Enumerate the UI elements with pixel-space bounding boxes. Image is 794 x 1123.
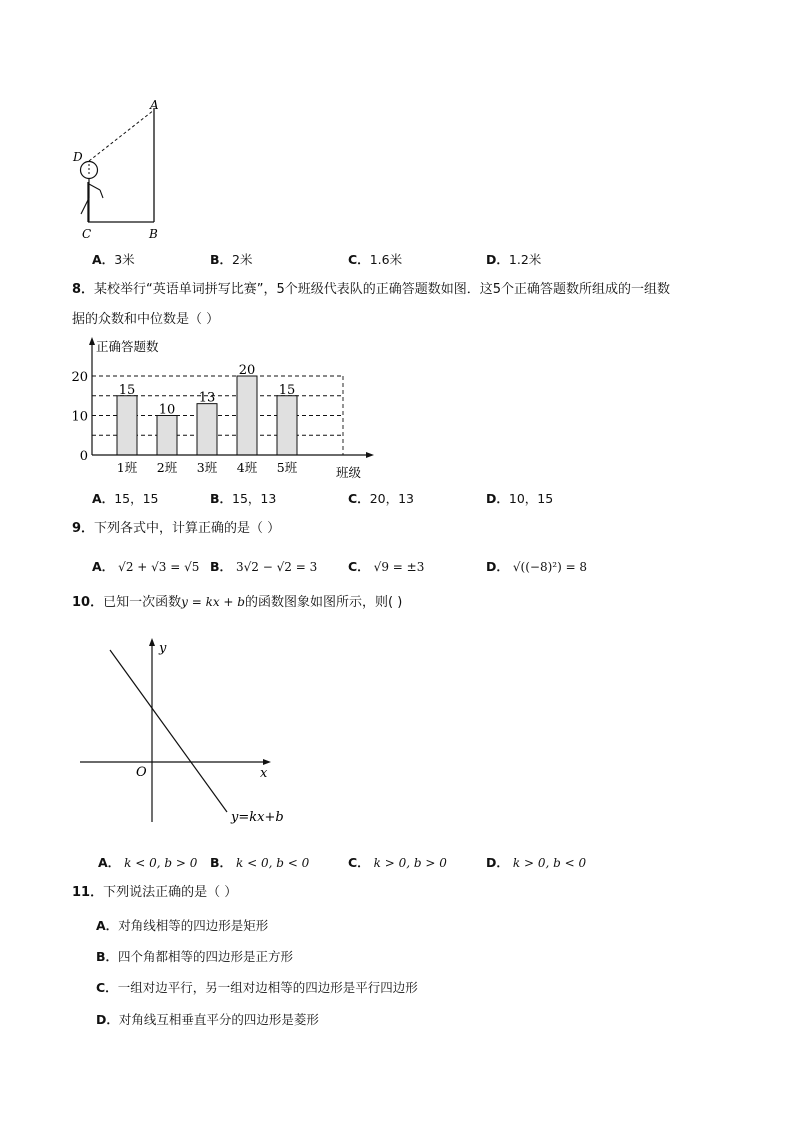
- point-d-label: D: [73, 150, 83, 164]
- bar-3: [197, 404, 217, 455]
- q8-option-d[interactable]: D．10，15: [486, 491, 554, 506]
- bar-value-label: 15: [118, 382, 136, 398]
- y-tick-label: 0: [79, 449, 88, 464]
- q10-option-c[interactable]: C． k > 0, b > 0: [348, 855, 447, 870]
- q8-option-c[interactable]: C．20，13: [348, 491, 414, 506]
- bar-4: [237, 376, 257, 455]
- q8-option-a[interactable]: A．15，15: [92, 491, 159, 506]
- q9-option-b[interactable]: B． 3√2 − √2 = 3: [210, 559, 318, 574]
- q8-text-line1: 8．某校举行“英语单词拼写比赛”，5个班级代表队的正确答题数如图．这5个正确答题数所组成的一组数: [72, 282, 671, 297]
- graph-x-axis-arrow: [263, 759, 271, 765]
- q8-option-b[interactable]: B．15，13: [210, 491, 277, 506]
- linear-function-graph: [75, 630, 295, 830]
- q11-option-c[interactable]: C．一组对边平行，另一组对边相等的四边形是平行四边形: [96, 980, 418, 995]
- graph-y-axis-arrow: [149, 638, 155, 646]
- bar-value-label: 13: [198, 390, 216, 406]
- category-label: 2班: [156, 460, 178, 475]
- bar-value-label: 15: [278, 382, 296, 398]
- q10-option-d[interactable]: D． k > 0, b < 0: [486, 855, 587, 870]
- y-axis-arrow: [89, 337, 95, 345]
- point-b-label: B: [149, 227, 158, 241]
- bar-value-label: 20: [238, 363, 256, 378]
- q11-text: 11．下列说法正确的是（ ）: [72, 885, 238, 900]
- bar-5: [277, 396, 297, 455]
- bar-value-label: 10: [158, 402, 176, 418]
- x-axis-label: 班级: [336, 465, 362, 480]
- bar-1: [117, 396, 137, 455]
- point-c-label: C: [82, 227, 92, 241]
- category-label: 3班: [196, 460, 218, 475]
- figure-person-building: [70, 98, 180, 243]
- graph-y-label: y: [159, 641, 167, 656]
- graph-x-label: x: [260, 766, 268, 781]
- q11-option-b[interactable]: B．四个角都相等的四边形是正方形: [96, 949, 294, 964]
- q11-option-d[interactable]: D．对角线互相垂直平分的四边形是菱形: [96, 1012, 319, 1027]
- q7-option-b[interactable]: B．2米: [210, 252, 253, 267]
- bar-chart: [60, 335, 390, 483]
- q9-option-a[interactable]: A． √2 + √3 = √5: [92, 559, 200, 574]
- q7-option-d[interactable]: D．1.2米: [486, 252, 542, 267]
- category-label: 5班: [276, 460, 298, 475]
- q9-option-c[interactable]: C． √9 = ±3: [348, 559, 425, 574]
- y-axis-label: 正确答题数: [96, 339, 159, 354]
- q10-text: 10．已知一次函数y = kx + b的函数图象如图所示，则( ): [72, 595, 403, 610]
- q9-option-d[interactable]: D． √((−8)²) = 8: [486, 559, 588, 574]
- q7-option-c[interactable]: C．1.6米: [348, 252, 403, 267]
- x-axis-arrow: [366, 452, 374, 458]
- graph-origin-label: O: [136, 765, 147, 780]
- y-tick-label: 20: [71, 370, 88, 385]
- q10-option-b[interactable]: B． k < 0, b < 0: [210, 855, 310, 870]
- function-line: [110, 650, 227, 812]
- q10-option-a[interactable]: A． k < 0, b > 0: [98, 855, 198, 870]
- y-tick-label: 10: [71, 409, 88, 425]
- category-label: 4班: [236, 460, 258, 475]
- category-label: 1班: [116, 460, 138, 475]
- q11-option-a[interactable]: A．对角线相等的四边形是矩形: [96, 918, 269, 933]
- q8-text-line2: 据的众数和中位数是（ ）: [72, 312, 220, 327]
- point-a-label: A: [150, 98, 159, 112]
- q7-option-a[interactable]: A．3米: [92, 252, 135, 267]
- q9-text: 9．下列各式中，计算正确的是（ ）: [72, 521, 281, 536]
- graph-line-label: y=kx+b: [231, 810, 284, 825]
- bar-2: [157, 416, 177, 456]
